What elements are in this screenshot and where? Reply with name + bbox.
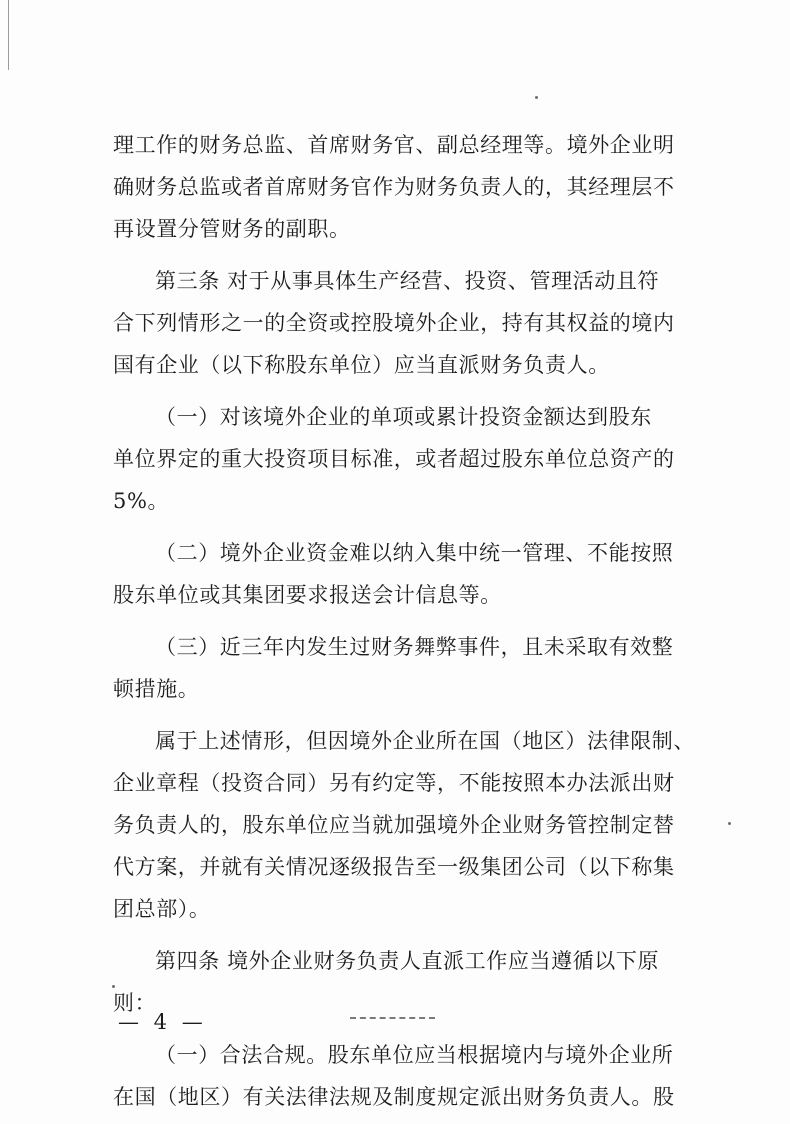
scan-artifact-mark	[350, 1017, 435, 1021]
scan-speck	[535, 96, 538, 99]
text-line: 则：	[113, 991, 157, 1015]
text-line: 代方案，并就有关情况逐级报告至一级集团公司（以下称集	[113, 855, 675, 879]
item-3-line: （三）近三年内发生过财务舞弊事件，且未采取有效整	[155, 635, 674, 659]
text-line: 再设置分管财务的副职。	[113, 217, 351, 241]
item-1-line: （一）对该境外企业的单项或累计投资金额达到股东	[155, 405, 652, 429]
text-line: 在国（地区）有关法律法规及制度规定派出财务负责人。股	[113, 1085, 675, 1109]
text-line: 顿措施。	[113, 677, 200, 701]
text-line: 合下列情形之一的全资或控股境外企业，持有其权益的境内	[113, 311, 675, 335]
item-2-line: （二）境外企业资金难以纳入集中统一管理、不能按照	[155, 541, 674, 565]
text-line: 5%。	[113, 489, 170, 513]
article-3-heading-line: 第三条 对于从事具体生产经营、投资、管理活动且符	[155, 269, 660, 293]
exception-paragraph-line: 属于上述情形，但因境外企业所在国（地区）法律限制、	[155, 729, 695, 753]
text-line: 企业章程（投资合同）另有约定等，不能按照本办法派出财	[113, 771, 675, 795]
scan-edge-line	[8, 0, 9, 70]
text-line: 理工作的财务总监、首席财务官、副总经理等。境外企业明	[113, 133, 675, 157]
article-4-heading-line: 第四条 境外企业财务负责人直派工作应当遵循以下原	[155, 949, 660, 973]
text-line: 国有企业（以下称股东单位）应当直派财务负责人。	[113, 353, 610, 377]
text-line: 确财务总监或者首席财务官作为财务负责人的，其经理层不	[113, 175, 675, 199]
principle-1-line: （一）合法合规。股东单位应当根据境内与境外企业所	[155, 1043, 674, 1067]
page-number: — 4 —	[118, 1010, 207, 1034]
scan-speck	[728, 822, 731, 825]
text-line: 团总部）。	[113, 897, 211, 921]
text-line: 单位界定的重大投资项目标准，或者超过股东单位总资产的	[113, 447, 675, 471]
scan-speck	[112, 985, 115, 988]
text-line: 股东单位或其集团要求报送会计信息等。	[113, 583, 502, 607]
text-line: 务负责人的，股东单位应当就加强境外企业财务管控制定替	[113, 813, 675, 837]
body-text	[113, 124, 695, 1118]
